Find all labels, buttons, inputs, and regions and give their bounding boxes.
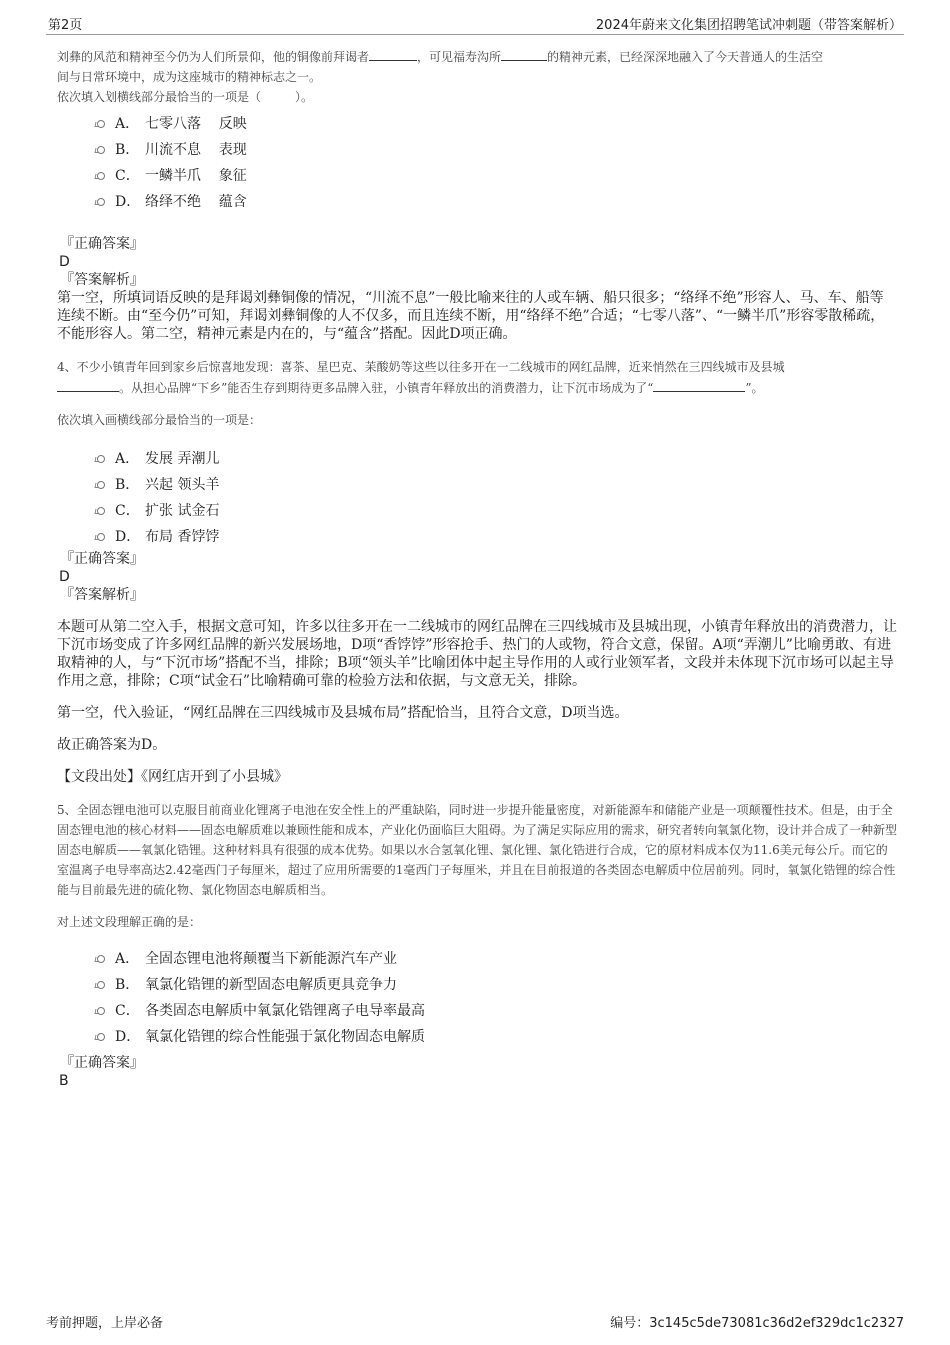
radio-icon[interactable] xyxy=(97,507,105,515)
option-b[interactable]: B． 氧氯化锆锂的新型固态电解质更具竞争力 xyxy=(57,972,897,998)
radio-icon[interactable] xyxy=(97,1007,105,1015)
answer-label: 『正确答案』 xyxy=(60,236,144,252)
blank-1 xyxy=(369,46,417,61)
answer-label: 『正确答案』 xyxy=(60,551,144,567)
question-stem: 刘彝的风范和精神至今仍为人们所景仰，他的铜像前拜谒者 ，可见福寿沟所 的精神元素，已经深深地融入了今天普通人的生活空 间与日常环境中，成为这座城市的精神标志之一。 xyxy=(57,46,897,87)
answer-value: B xyxy=(59,1073,69,1089)
radio-icon[interactable] xyxy=(97,172,105,180)
question-stem: 4、不少小镇青年回到家乡后惊喜地发现：喜茶、星巴克、苿酸奶等这些以往多开在一二线城市的网红品牌，近来悄然在三四线城市及县城 。从担心品牌“下乡”能否生存到期待更多品牌入驻，小镇青年释放出的消费潜力，让下沉市场成为了“ ”。 xyxy=(57,360,785,395)
analysis-paragraph-3: 故正确答案为D。 xyxy=(57,737,167,753)
radio-icon[interactable] xyxy=(97,955,105,963)
code-value: 3c145c5de73081c36d2ef329dc1c2327 xyxy=(649,1316,904,1331)
option-a[interactable]: A． 发展 弄潮儿 xyxy=(57,446,897,472)
option-d[interactable]: D． 络绎不绝 蕴含 xyxy=(57,189,897,215)
blank-2 xyxy=(653,377,745,392)
blank-1 xyxy=(57,377,119,392)
radio-icon[interactable] xyxy=(97,455,105,463)
answer-value: D xyxy=(59,569,70,585)
analysis-label: 『答案解析』 xyxy=(60,587,144,603)
question-prompt: 依次填入划横线部分最恰当的一项是（ ）。 xyxy=(57,90,314,104)
footer-motto: 考前押题，上岸必备 xyxy=(46,1316,164,1331)
option-list xyxy=(57,946,897,1050)
question-3 xyxy=(57,46,897,343)
page-content xyxy=(57,46,897,1090)
question-stem: 5、全固态锂电池可以克服目前商业化锂离子电池在安全性上的严重缺陷，同时进一步提升能量密度，对新能源车和储能产业是一项颠覆性技术。但是，由于全固态锂电池的核心材料——固态电解质难以兼顾性能和成本，产业化仍面临巨大阻碍。为了满足实际应用的需求，研究者转向氧氯化物，设计并合成了一种新型固态电解质——氧氯化锆锂。这种材料具有很强的成本优势。如果以水合氢氧化锂、氯化锂、氯化锆进行合成，它的原材料成本仅为11.6美元每公斤。而它的室温离子电导率高达2.42毫西门子每厘米，超过了应用所需要的1毫西门子每厘米，并且在目前报道的各类固态电解质中位居前列。同时，氧氯化锆锂的综合性能与目前最先进的硫化物、氯化物固态电解质相当。 xyxy=(57,803,898,897)
analysis-label: 『答案解析』 xyxy=(60,272,144,288)
option-b[interactable]: B． 兴起 领头羊 xyxy=(57,472,897,498)
source-citation: 【文段出处】《网红店开到了小县城》 xyxy=(57,769,288,785)
radio-icon[interactable] xyxy=(97,1033,105,1041)
radio-icon[interactable] xyxy=(97,481,105,489)
option-list xyxy=(57,111,897,215)
document-code xyxy=(610,1312,904,1331)
analysis-text: 第一空，所填词语反映的是拜谒刘彝铜像的情况，“川流不息”一般比喻来往的人或车辆、船只很多；“络绎不绝”形容人、马、车、船等连续不断。由“至今仍”可知，拜谒刘彝铜像的人不仅多，而且连续不断，用“络绎不绝”合适；“七零八落”、“一鳞半爪”形容零散稀疏，不能形容人。第二空，精神元素是内在的，与“蕴含”搭配。因此D项正确。 xyxy=(57,290,885,342)
analysis-paragraph-2: 第一空，代入验证，“网红品牌在三四线城市及县城布局”搭配恰当，且符合文意，D项当选。 xyxy=(57,705,629,721)
question-prompt: 对上述文段理解正确的是： xyxy=(57,915,202,929)
answer-value: D xyxy=(59,254,70,270)
option-d[interactable]: D． 布局 香饽饽 xyxy=(57,524,897,550)
question-5 xyxy=(57,800,897,1090)
radio-icon[interactable] xyxy=(97,533,105,541)
option-c[interactable]: C． 各类固态电解质中氧氯化锆锂离子电导率最高 xyxy=(57,998,897,1024)
option-c[interactable]: C． 扩张 试金石 xyxy=(57,498,897,524)
option-a[interactable]: A． 七零八落 反映 xyxy=(57,111,897,137)
radio-icon[interactable] xyxy=(97,120,105,128)
page-number: 第2页 xyxy=(48,18,83,33)
question-4 xyxy=(57,357,897,786)
radio-icon[interactable] xyxy=(97,198,105,206)
option-c[interactable]: C． 一鳞半爪 象征 xyxy=(57,163,897,189)
code-label: 编号： xyxy=(610,1316,650,1331)
document-title: 2024年蔚来文化集团招聘笔试冲刺题（带答案解析） xyxy=(595,18,902,33)
radio-icon[interactable] xyxy=(97,981,105,989)
analysis-paragraph-1: 本题可从第二空入手，根据文意可知，许多以往多开在一二线城市的网红品牌在三四线城市及县城出现，小镇青年释放出的消费潜力，让下沉市场变成了许多网红品牌的新兴发展场地，D项“香饽饽”形容抢手、热门的人或物，符合文意，保留。A项“弄潮儿”比喻勇敢、有进取精神的人，与“下沉市场”搭配不当，排除；B项“领头羊”比喻团体中起主导作用的人或行业领军者，文段并未体现下沉市场可以起主导作用之意，排除；C项“试金石”比喻精确可靠的检验方法和依据，与文意无关，排除。 xyxy=(57,619,897,689)
blank-2 xyxy=(501,46,547,61)
page-header xyxy=(46,10,904,35)
question-prompt: 依次填入画横线部分最恰当的一项是： xyxy=(57,413,262,427)
answer-label: 『正确答案』 xyxy=(60,1055,144,1071)
radio-icon[interactable] xyxy=(97,146,105,154)
option-a[interactable]: A． 全固态锂电池将颠覆当下新能源汽车产业 xyxy=(57,946,897,972)
option-b[interactable]: B． 川流不息 表现 xyxy=(57,137,897,163)
option-d[interactable]: D． 氧氯化锆锂的综合性能强于氯化物固态电解质 xyxy=(57,1024,897,1050)
option-list xyxy=(57,446,897,550)
